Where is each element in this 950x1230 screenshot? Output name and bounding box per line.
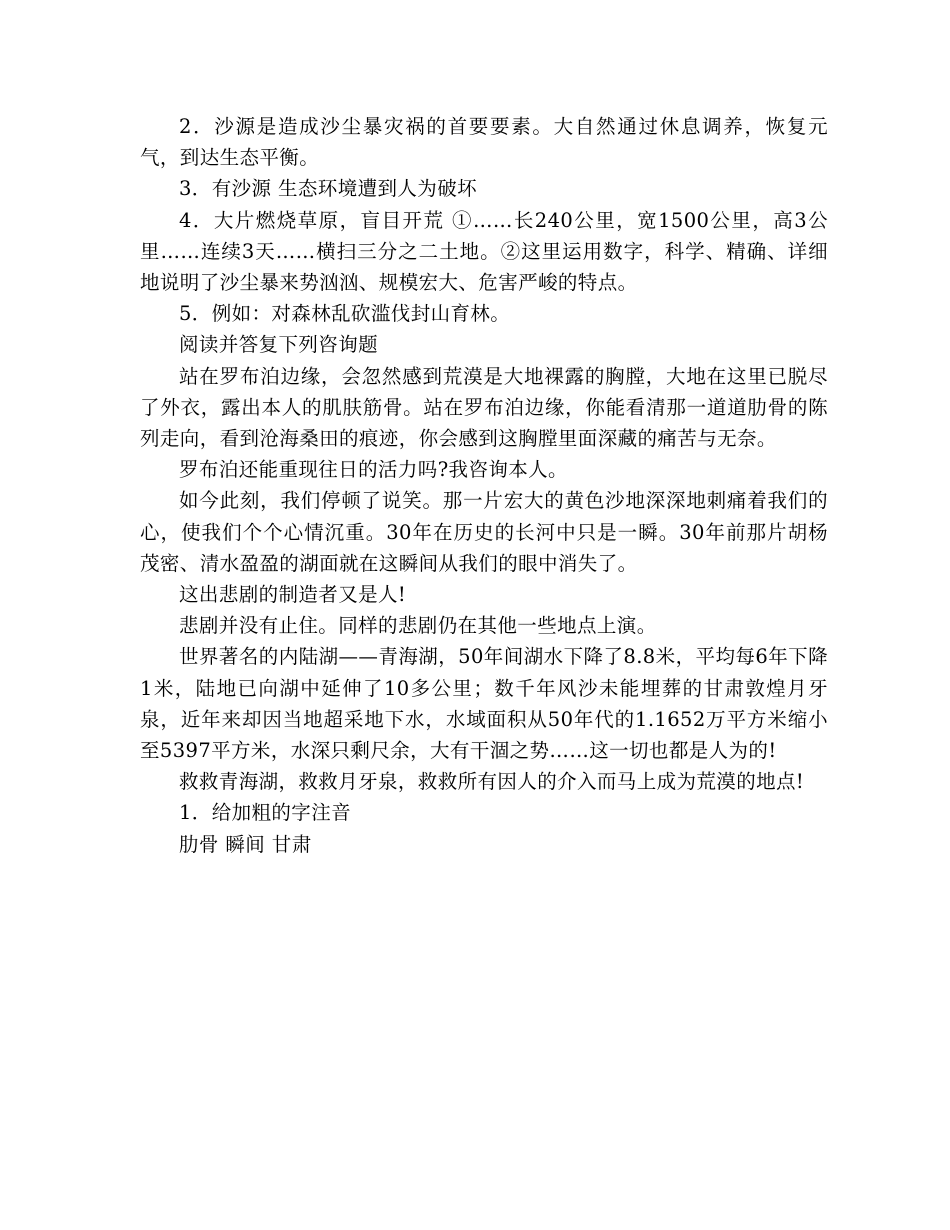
paragraph-answer-2: 2．沙源是造成沙尘暴灾祸的首要要素。大自然通过休息调养，恢复元气，到达生态平衡。	[140, 115, 828, 170]
question-1: 1．给加粗的字注音	[179, 801, 352, 825]
document-body	[140, 111, 828, 860]
paragraph-answer-3: 3．有沙源 生态环境遭到人为破坏	[179, 177, 478, 201]
reading-paragraph-6: 世界著名的内陆湖——青海湖，50年间湖水下降了8.8米，平均每6年下降1米，陆地已向湖中延伸了10多公里；数千年风沙未能埋葬的甘肃敦煌月牙泉，近年来却因当地超采地下水，水域面积从50年代的1.1652万平方米缩小至5397平方米，水深只剩尺余，大有干涸之势……这一切也都是人为的!	[140, 645, 828, 763]
paragraph-answer-5: 5．例如：对森林乱砍滥伐封山育林。	[179, 302, 511, 326]
paragraph-answer-4: 4．大片燃烧草原，盲目开荒 ①……长240公里，宽1500公里，高3公里……连续3天……横扫三分之二土地。②这里运用数字，科学、精确、详细地说明了沙尘暴来势汹汹、规模宏大、危害严峻的特点。	[140, 208, 828, 295]
reading-paragraph-2: 罗布泊还能重现往日的活力吗?我咨询本人。	[179, 458, 568, 482]
reading-paragraph-1: 站在罗布泊边缘，会忽然感到荒漠是大地裸露的胸膛，大地在这里已脱尽了外衣，露出本人的肌肤筋骨。站在罗布泊边缘，你能看清那一道道肋骨的陈列走向，看到沧海桑田的痕迹，你会感到这胸膛里面深藏的痛苦与无奈。	[140, 364, 828, 451]
reading-paragraph-5: 悲剧并没有止住。同样的悲剧仍在其他一些地点上演。	[179, 614, 657, 638]
reading-paragraph-7: 救救青海湖，救救月牙泉，救救所有因人的介入而马上成为荒漠的地点!	[179, 770, 805, 794]
reading-paragraph-4: 这出悲剧的制造者又是人!	[179, 583, 407, 607]
section-heading: 阅读并答复下列咨询题	[179, 333, 379, 357]
reading-paragraph-3: 如今此刻，我们停顿了说笑。那一片宏大的黄色沙地深深地刺痛着我们的心，使我们个个心情沉重。30年在历史的长河中只是一瞬。30年前那片胡杨茂密、清水盈盈的湖面就在这瞬间从我们的眼中消失了。	[140, 489, 828, 575]
question-1-words: 肋骨 瞬间 甘肃	[179, 832, 312, 856]
